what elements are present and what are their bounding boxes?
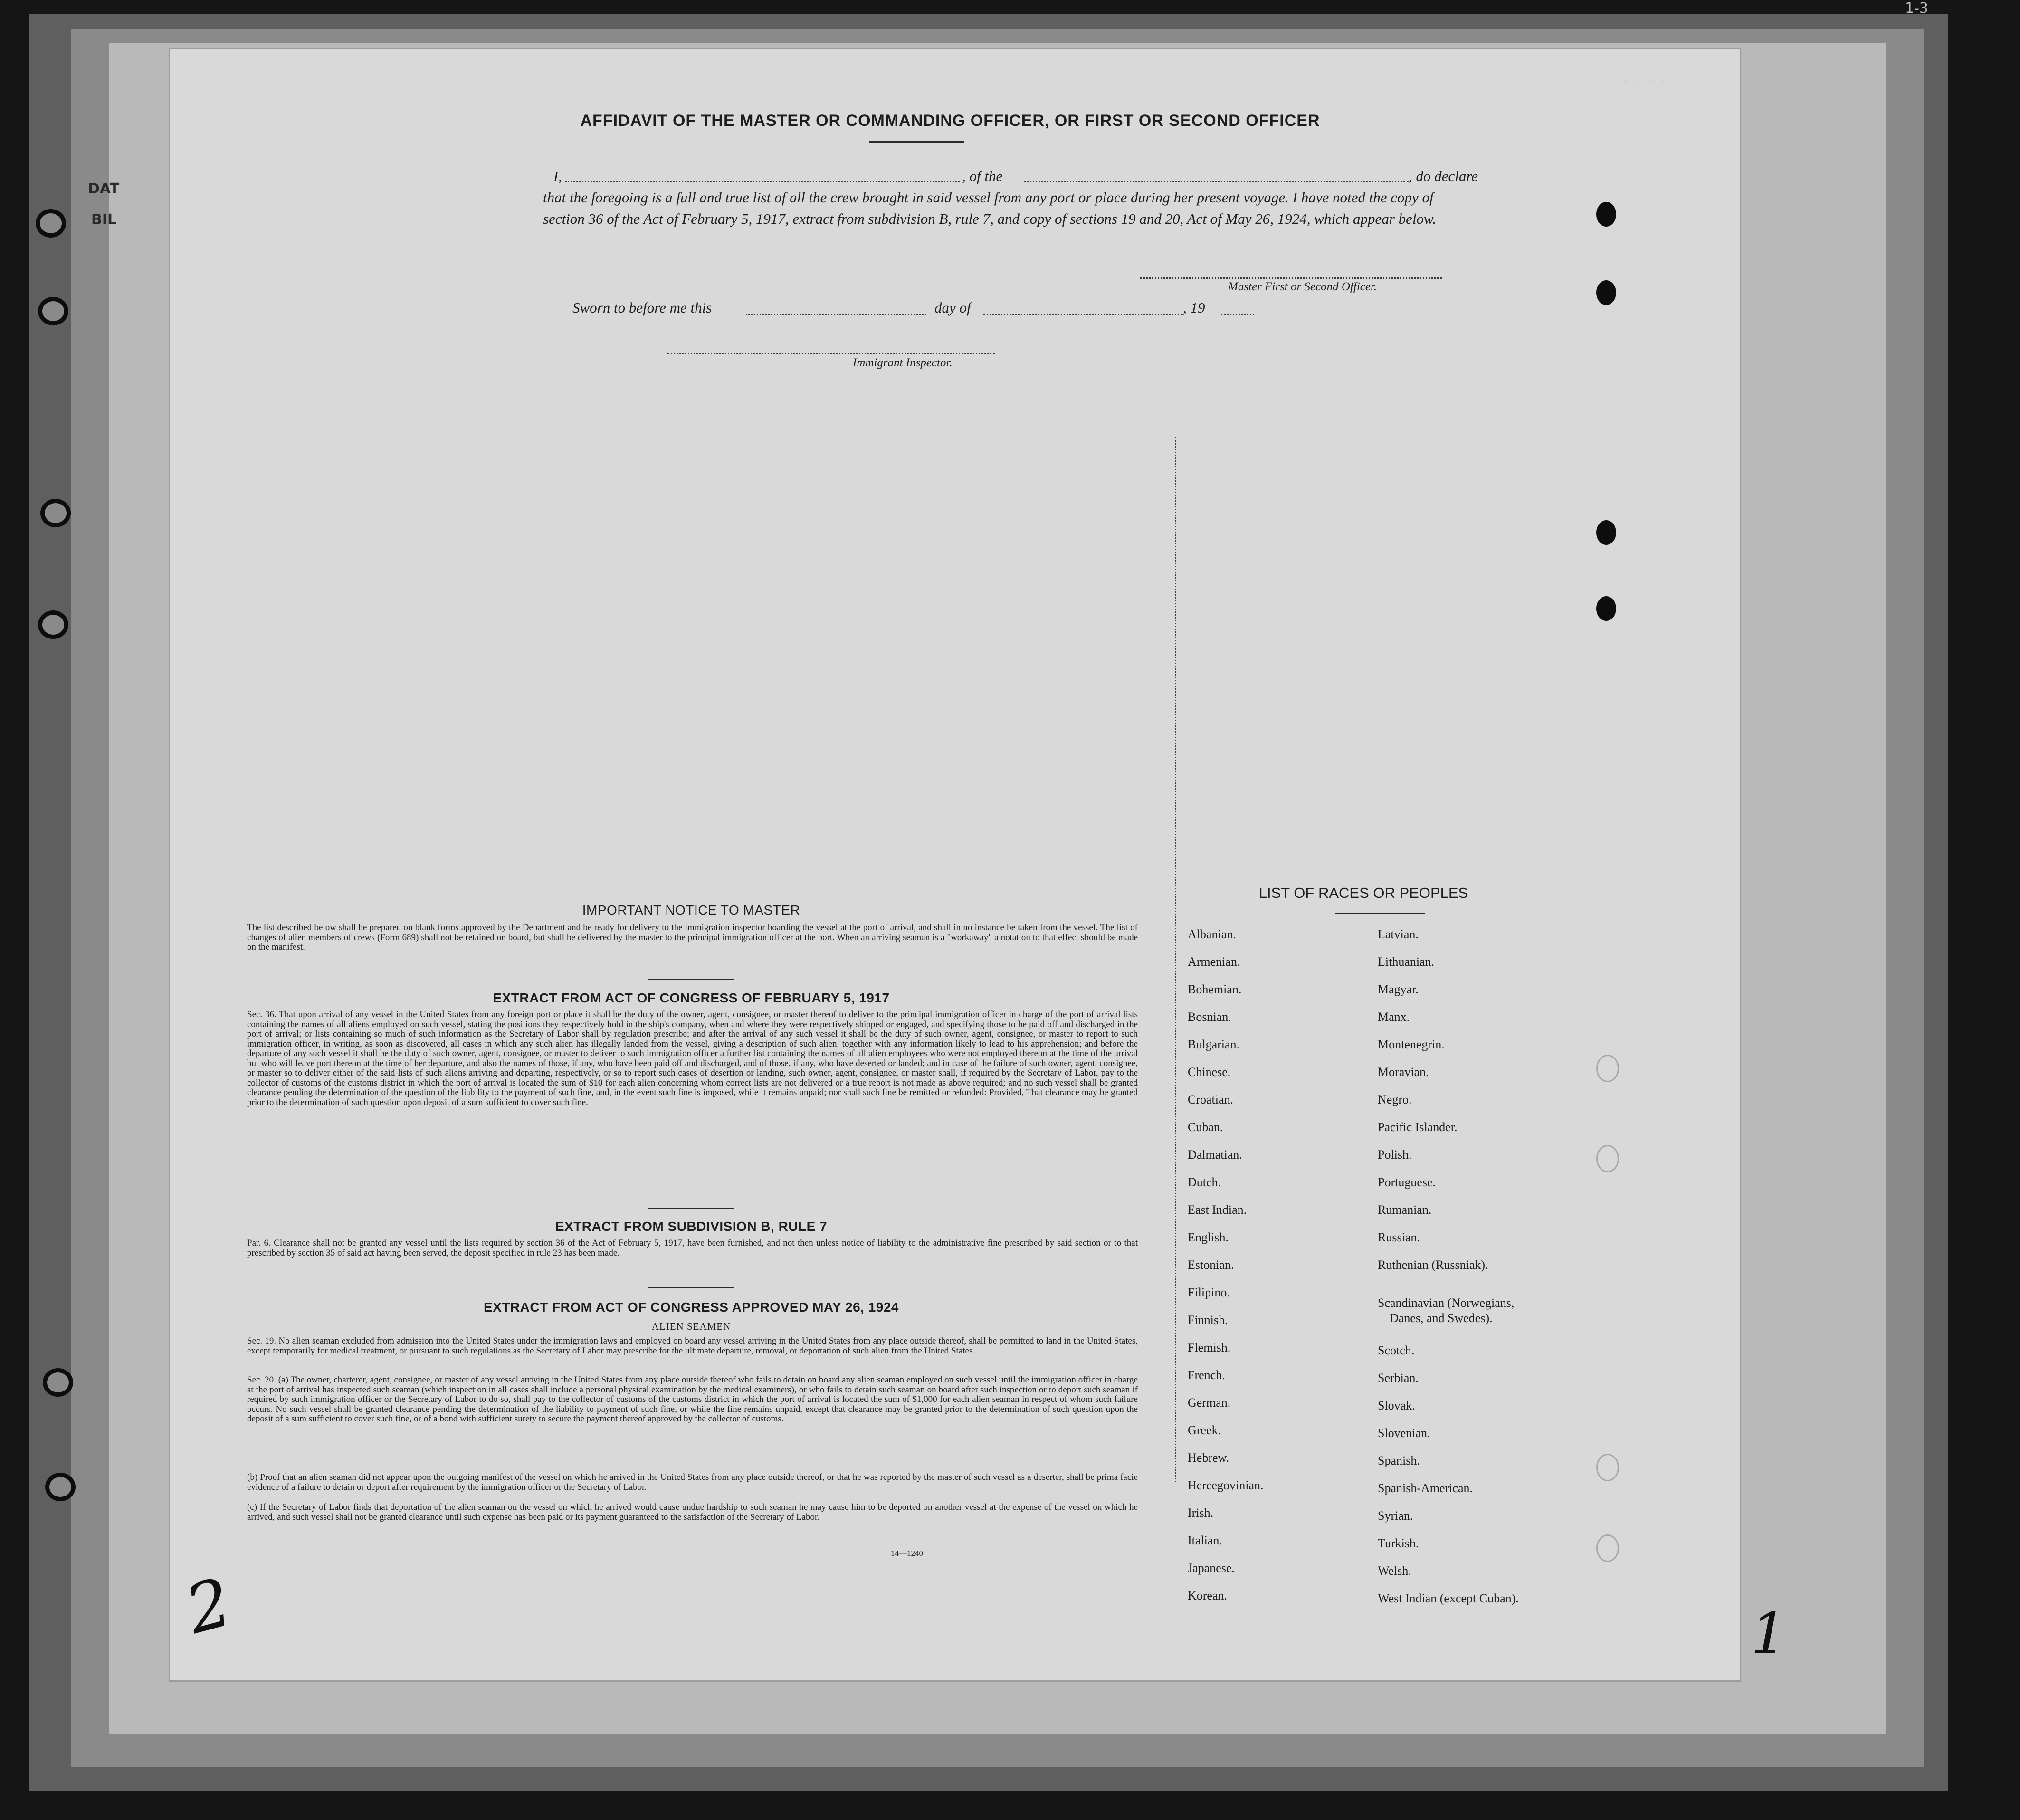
binder-ring: [38, 297, 68, 325]
race-item: Danes, and Swedes).: [1390, 1311, 1493, 1325]
race-item: Irish.: [1188, 1506, 1214, 1520]
race-item: Manx.: [1378, 1010, 1410, 1024]
sworn-label: Sworn to before me this: [572, 299, 712, 316]
race-item: Lithuanian.: [1378, 955, 1435, 969]
race-item: Japanese.: [1188, 1561, 1235, 1575]
race-item: Syrian.: [1378, 1509, 1413, 1523]
punch-hole: [1596, 1145, 1619, 1172]
binder-ring: [38, 610, 68, 639]
race-item: Hercegovinian.: [1188, 1478, 1264, 1492]
race-item: West Indian (except Cuban).: [1378, 1591, 1519, 1605]
race-item: Italian.: [1188, 1534, 1222, 1547]
handwritten-mark: 2: [178, 1563, 239, 1649]
race-item: Polish.: [1378, 1148, 1412, 1162]
inspector-signature-line[interactable]: [667, 353, 995, 354]
race-item: Montenegrin.: [1378, 1038, 1445, 1051]
race-item: Scotch.: [1378, 1344, 1415, 1357]
race-item: Slovenian.: [1378, 1426, 1430, 1440]
race-item: Dutch.: [1188, 1175, 1221, 1189]
do-declare-label: , do declare: [1409, 168, 1478, 184]
center-fold: [1175, 437, 1178, 1482]
race-item: Spanish-American.: [1378, 1481, 1473, 1495]
sworn-year-field[interactable]: [1221, 314, 1254, 315]
binder-ring: [36, 209, 66, 238]
race-item: Bulgarian.: [1188, 1038, 1240, 1051]
race-item: Magyar.: [1378, 982, 1419, 996]
race-item: Portuguese.: [1378, 1175, 1436, 1189]
punch-hole: [1596, 1055, 1619, 1082]
section-rule: [648, 979, 734, 980]
race-item: Flemish.: [1188, 1341, 1231, 1354]
binder-ring: [45, 1473, 76, 1501]
race-item: German.: [1188, 1396, 1231, 1410]
of-the-label: , of the: [962, 168, 1003, 184]
race-item: Spanish.: [1378, 1454, 1420, 1467]
punch-hole: [1596, 520, 1616, 545]
race-item: Dalmatian.: [1188, 1148, 1242, 1162]
race-item: Latvian.: [1378, 927, 1419, 941]
race-item: Scandinavian (Norwegians,: [1378, 1296, 1515, 1310]
extract-1924-sec20a: Sec. 20. (a) The owner, charterer, agent, consignee, or master of any vessel arriving in the United States from any place outside thereof who fails to detain on board any alien seaman employed on such vessel until the immigration officer in charge at the port of arrival has inspected such seaman (which inspection in all cases shall include a personal physical examination by the medical examiners), or who fails to detain such seaman on board after such inspection or to deport such seaman if required by such immigration officer or the Secretary of Labor to do so, shall pay to the collector of customs of the customs district in which the port of arrival is located the sum of $1,000 for each alien seaman in respect of whom such failure occurs. No such vessel shall be granted clearance pending the determination of the liability to payment of such fine, or while the fine remains unpaid, except that clearance may be granted prior to the determination of such question upon the deposit of a sum sufficient to cover such fine, or of a bond with sufficient surety to secure the payment thereof approved by the collector of customs.: [247, 1375, 1138, 1424]
inspector-label: Immigrant Inspector.: [853, 356, 953, 369]
punch-hole: [1596, 1534, 1619, 1562]
race-item: Hebrew.: [1188, 1451, 1229, 1465]
binder-ring: [43, 1368, 73, 1397]
race-item: Cuban.: [1188, 1120, 1223, 1134]
notice-text: The list described below shall be prepared on blank forms approved by the Department and be ready for delivery to the immigration inspector boarding the vessel at the port of arrival, and shall in no instance be taken from the vessel. The list of changes of alien members of crews (Form 689) shall not be retained on board, but shall be delivered by the master to the principal immigration officer at the port. When an arriving seaman is a "workaway" a notation to that effect should be made on the manifest.: [247, 923, 1138, 952]
races-title-rule: [1335, 913, 1425, 914]
race-item: East Indian.: [1188, 1203, 1247, 1217]
title-rule: [869, 141, 964, 143]
sworn-day-field[interactable]: [746, 314, 926, 315]
races-title: LIST OF RACES OR PEOPLES: [1258, 885, 1468, 901]
master-signature-line[interactable]: [1140, 277, 1442, 279]
punch-hole: [1596, 1454, 1619, 1481]
race-item: Estonian.: [1188, 1258, 1234, 1272]
race-item: Greek.: [1188, 1423, 1221, 1437]
race-item: Croatian.: [1188, 1093, 1234, 1106]
extract-1924-title: EXTRACT FROM ACT OF CONGRESS APPROVED MAY 26, 1924: [484, 1300, 899, 1315]
race-item: Bohemian.: [1188, 982, 1242, 996]
punch-hole: [1596, 280, 1616, 305]
race-item: French.: [1188, 1368, 1225, 1382]
sworn-month-field[interactable]: [983, 314, 1183, 315]
race-item: Finnish.: [1188, 1313, 1228, 1327]
race-item: Welsh.: [1378, 1564, 1411, 1578]
punch-hole: [1596, 596, 1616, 621]
corner-mark: 1-3: [1905, 0, 1928, 17]
race-item: Armenian.: [1188, 955, 1240, 969]
extract-1917-text: Sec. 36. That upon arrival of any vessel in the United States from any foreign port or place it shall be the duty of the owner, agent, consignee, or master thereof to deliver to the principal immigration officer in charge of the port of arrival lists containing the names of all aliens employed on such vessel, stating the positions they respectively hold in the ship's company, when and where they were respectively shipped or engaged, and specifying those to be paid off and discharged in the port of arrival; or lists containing so much of such information as the Secretary of Labor shall by regulation prescribe; and after the arrival of any such vessel it shall be the duty of such owner, agent, consignee, or master to report to such immigration officer, in writing, as soon as discovered, all cases in which any such alien has illegally landed from the vessel, giving a description of such alien, together with any information likely to lead to his apprehension; and before the departure of any such vessel it shall be the duty of such owner, agent, consignee, or master to deliver to such immigration officer a further list containing the names of all alien employees who were not employed thereon at the time of the arrival but who will leave port thereon at the time of her departure, and also the names of those, if any, who have been paid off and discharged, and of those, if any, who have deserted or landed; and in case of the failure of such owner, agent, consignee, or master so to deliver either of the said lists of such aliens arriving and departing, respectively, or so to report such cases of desertion or landing, such owner, agent, consignee, or master shall, if required by the Secretary of Labor, pay to the collector of customs of the customs district in which the port of arrival is located the sum of $10 for each alien concerning whom correct lists are not delivered or a true report is not made as above required; and no such vessel shall be granted clearance pending the determination of the question of the liability to the payment of such fine, and, in the event such fine is imposed, while it remains unpaid; nor shall such fine be remitted or refunded: Provided, That clearance may be granted prior to the determination of such question upon deposit of a sum sufficient to cover such fine.: [247, 1010, 1138, 1107]
extract-1924-sec19: Sec. 19. No alien seaman excluded from admission into the United States under the immigration laws and employed on board any vessel arriving in the United States from any place outside thereof, shall be permitted to land in the United States, except temporarily for medical treatment, or pursuant to such regulations as the Secretary of Labor may prescribe for the ultimate departure, removal, or deportation of such alien from the United States.: [247, 1336, 1138, 1356]
punch-hole: [1596, 202, 1616, 227]
race-item: Korean.: [1188, 1589, 1228, 1602]
handwritten-page-number: 1: [1751, 1601, 1787, 1667]
form-number: 14—1240: [891, 1549, 923, 1558]
day-of-label: day of: [934, 299, 971, 316]
extract-1924-sec20b: (b) Proof that an alien seaman did not appear upon the outgoing manifest of the vessel on which he arrived in the United States from any place outside thereof, or that he was reported by the master of such vessel as a deserter, shall be prima facie evidence of a failure to detain or deport after requirement by the immigration officer or the Secretary of Labor.: [247, 1472, 1138, 1492]
name-field[interactable]: [565, 181, 960, 182]
extract-rule7-title: EXTRACT FROM SUBDIVISION B, RULE 7: [555, 1219, 828, 1234]
vessel-field[interactable]: [1024, 181, 1409, 182]
race-item: Ruthenian (Russniak).: [1378, 1258, 1488, 1272]
race-item: English.: [1188, 1230, 1229, 1244]
race-item: Negro.: [1378, 1093, 1412, 1106]
declaration-text: that the foregoing is a full and true list of all the crew brought in said vessel from any port or place during her present voyage. I have noted the copy of section 36 of the Act of February 5, 1917, extract from subdivision B, rule 7, and copy of sections 19 and 20, Act of May 26, 1924, which appear below.: [543, 189, 1437, 227]
year-label: , 19: [1183, 299, 1205, 316]
notice-title: IMPORTANT NOTICE TO MASTER: [582, 903, 800, 917]
binder-ring: [40, 499, 71, 527]
race-item: Slovak.: [1378, 1399, 1415, 1412]
extract-rule7-text: Par. 6. Clearance shall not be granted any vessel until the lists required by section 36 of the Act of February 5, 1917, have been furnished, and not then unless notice of liability to the administrative fine prescribed by said section or to that prescribed by section 35 of said act having been served, the deposit specified in rule 23 has been made.: [247, 1238, 1138, 1258]
extract-1917-title: EXTRACT FROM ACT OF CONGRESS OF FEBRUARY 5, 1917: [493, 991, 890, 1005]
i-label: I,: [553, 168, 562, 184]
section-rule: [648, 1208, 734, 1209]
manifest-page: [169, 48, 1787, 1682]
binder-label: DAT: [88, 181, 120, 197]
affidavit-title: AFFIDAVIT OF THE MASTER OR COMMANDING OFFICER, OR FIRST OR SECOND OFFICER: [580, 112, 1320, 130]
race-item: Bosnian.: [1188, 1010, 1231, 1024]
extract-1924-subtitle: ALIEN SEAMEN: [651, 1321, 731, 1332]
race-item: Turkish.: [1378, 1536, 1419, 1550]
bleed-through: - - - -: [1622, 76, 1667, 88]
race-item: Serbian.: [1378, 1371, 1419, 1385]
race-item: Rumanian.: [1378, 1203, 1432, 1217]
extract-1924-sec20c: (c) If the Secretary of Labor finds that deportation of the alien seaman on the vessel on which he arrived would cause undue hardship to such seaman he may cause him to be deported on another vessel at the expense of the vessel on which he arrived, and such vessel shall not be granted clearance until such expense has been paid or its payment guaranteed to the satisfaction of the Secretary of Labor.: [247, 1502, 1138, 1522]
race-item: Moravian.: [1378, 1065, 1429, 1079]
section-rule: [648, 1287, 734, 1288]
race-item: Albanian.: [1188, 927, 1236, 941]
master-signature-label: Master First or Second Officer.: [1228, 280, 1377, 293]
race-item: Pacific Islander.: [1378, 1120, 1458, 1134]
binder-label: BIL: [91, 211, 117, 228]
race-item: Chinese.: [1188, 1065, 1231, 1079]
race-item: Russian.: [1378, 1230, 1420, 1244]
race-item: Filipino.: [1188, 1286, 1230, 1299]
